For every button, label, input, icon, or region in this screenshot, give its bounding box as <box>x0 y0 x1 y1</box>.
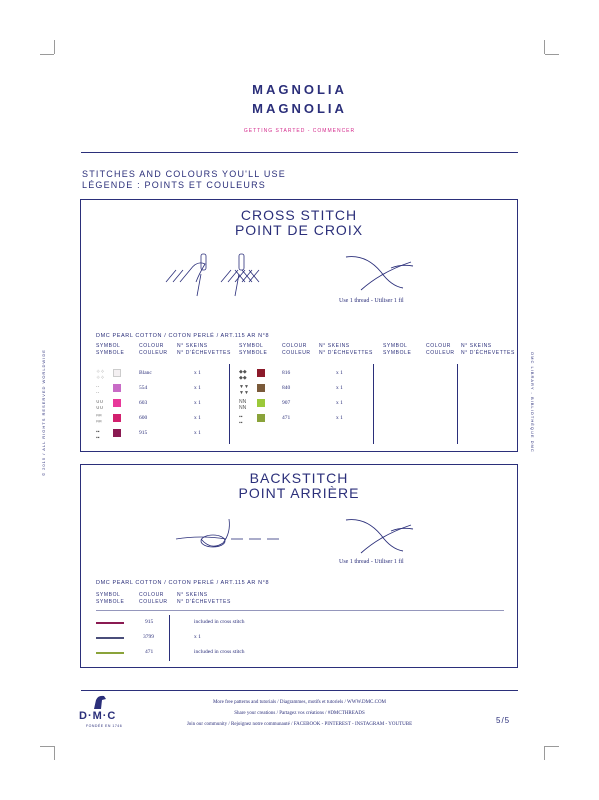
skein-note: included in cross stitch <box>194 619 245 625</box>
page-number: 5/5 <box>496 716 511 725</box>
dmc-logo: D·M·C <box>79 710 117 722</box>
symbol-glyph: ▪▪ ▪▪ <box>239 414 243 426</box>
color-swatch <box>113 369 121 377</box>
header-text: SYMBOL <box>239 343 264 349</box>
colour-code: 600 <box>139 415 148 421</box>
header-divider <box>81 152 518 153</box>
colour-code: 915 <box>139 430 148 436</box>
header-text: COLOUR <box>139 343 164 349</box>
copyright-vertical: © 2015 / ALL RIGHTS RESERVED WORLDWIDE <box>40 349 46 476</box>
thread-line <box>96 652 124 654</box>
crop-mark <box>545 746 559 747</box>
skein-note: included in cross stitch <box>194 649 245 655</box>
crop-mark <box>54 40 55 54</box>
header-text: SYMBOLE <box>96 350 125 356</box>
backstitch-title-fr: POINT ARRIÈRE <box>238 485 360 501</box>
colour-code: 907 <box>282 400 291 406</box>
skein-count: x 1 <box>194 400 201 406</box>
skein-note: x 1 <box>194 634 201 640</box>
cross-stitch-thread-note: Use 1 thread - Utiliser 1 fil <box>339 298 404 304</box>
colour-code: 915 <box>145 619 154 625</box>
color-swatch <box>257 384 265 392</box>
crop-mark <box>40 746 54 747</box>
colour-code: 816 <box>282 370 291 376</box>
header-text: SYMBOLE <box>239 350 268 356</box>
header-text: SYMBOLE <box>96 599 125 605</box>
needle-thread-icon <box>341 252 421 297</box>
header-text: SYMBOLE <box>383 350 412 356</box>
col-header-colour <box>139 592 168 606</box>
header-text: COULEUR <box>282 350 311 356</box>
skein-count: x 1 <box>194 370 201 376</box>
symbol-glyph: ▼▼ ▼▼ <box>239 384 249 396</box>
crop-mark <box>54 746 55 760</box>
color-swatch <box>113 414 121 422</box>
header-text: N° D'ÉCHEVETTES <box>319 350 373 356</box>
column-divider <box>373 364 374 444</box>
header-text: COLOUR <box>282 343 307 349</box>
crop-mark <box>40 54 54 55</box>
needle-thread-icon <box>341 515 421 560</box>
color-swatch <box>113 429 121 437</box>
thread-line <box>96 637 124 639</box>
backstitch-diagram-icon <box>171 509 291 554</box>
header-text: N° SKEINS <box>319 343 350 349</box>
legend-heading-en: STITCHES AND COLOURS YOU'LL USE <box>82 169 286 179</box>
symbol-glyph: ▪▪ ▪▪ <box>96 429 100 441</box>
logo-tagline: FONDÉE EN 1746 <box>86 724 123 728</box>
col-header-colour <box>139 343 168 357</box>
thread-line <box>96 622 124 624</box>
header-text: N° D'ÉCHEVETTES <box>461 350 515 356</box>
header-text: COULEUR <box>139 599 168 605</box>
header-text: SYMBOL <box>96 592 121 598</box>
crop-mark <box>544 746 545 760</box>
skein-count: x 1 <box>336 400 343 406</box>
footer-divider <box>81 690 518 691</box>
skein-count: x 1 <box>336 370 343 376</box>
symbol-glyph: ∪∪ ∪∪ <box>96 399 104 411</box>
library-vertical: DMC LIBRARY - BIBLIOTHÈQUE DMC <box>529 352 535 453</box>
symbol-glyph: ◆◆ ◆◆ <box>239 369 247 381</box>
col-header-skeins <box>177 592 231 606</box>
colour-code: 471 <box>282 415 291 421</box>
col-header-symbol <box>383 343 411 357</box>
cross-stitch-diagram-icon <box>161 244 291 304</box>
symbol-glyph: ꟸꟸ ꟸꟸ <box>96 414 102 426</box>
col-header-symbol <box>96 592 124 606</box>
color-swatch <box>257 399 265 407</box>
col-header-colour <box>282 343 311 357</box>
symbol-glyph: ⁘⁘ ⁘⁘ <box>96 369 105 381</box>
legend-heading <box>82 169 286 191</box>
column-divider <box>457 364 458 444</box>
cross-stitch-panel <box>80 199 518 452</box>
header-text: N° SKEINS <box>177 343 208 349</box>
pattern-title-en: MAGNOLIA <box>252 82 347 97</box>
footer-patterns-link[interactable]: More free patterns and tutorials / Diagrammes, motifs et tutoriels / WWW.DMC.COM <box>212 700 387 705</box>
header-text: COULEUR <box>139 350 168 356</box>
skein-count: x 1 <box>336 415 343 421</box>
table-divider <box>96 610 504 611</box>
pattern-title-fr: MAGNOLIA <box>252 101 347 116</box>
color-swatch <box>257 369 265 377</box>
column-divider <box>169 615 170 661</box>
col-header-symbol <box>96 343 124 357</box>
skein-count: x 1 <box>194 430 201 436</box>
symbol-glyph: NN NN <box>239 399 247 411</box>
header-text: SYMBOL <box>96 343 121 349</box>
header-text: SYMBOL <box>383 343 408 349</box>
colour-code: 554 <box>139 385 148 391</box>
symbol-glyph: ·· ·· <box>96 384 100 396</box>
skein-count: x 1 <box>194 385 201 391</box>
cross-stitch-brand-line: DMC PEARL COTTON / COTON PERLÉ / ART.115 AR N°8 <box>96 333 270 339</box>
header-text: COLOUR <box>426 343 451 349</box>
legend-heading-fr: LÉGENDE : POINTS ET COULEURS <box>82 180 266 190</box>
backstitch-brand-line: DMC PEARL COTTON / COTON PERLÉ / ART.115 AR N°8 <box>96 580 270 586</box>
crop-mark <box>545 54 559 55</box>
colour-code: 471 <box>145 649 154 655</box>
color-swatch <box>257 414 265 422</box>
col-header-colour <box>426 343 455 357</box>
col-header-skeins <box>319 343 373 357</box>
col-header-skeins <box>177 343 231 357</box>
header-text: N° SKEINS <box>177 592 208 598</box>
color-swatch <box>113 399 121 407</box>
colour-code: Blanc <box>139 370 152 376</box>
backstitch-thread-note: Use 1 thread - Utiliser 1 fil <box>339 559 404 565</box>
header-text: N° D'ÉCHEVETTES <box>177 350 231 356</box>
colour-code: 840 <box>282 385 291 391</box>
col-header-symbol <box>239 343 267 357</box>
footer-share: Share your creations / Partagez vos créations / #DMCTHREADS <box>234 711 365 716</box>
crop-mark <box>544 40 545 54</box>
skein-count: x 1 <box>194 415 201 421</box>
header-text: N° SKEINS <box>461 343 492 349</box>
backstitch-panel <box>80 464 518 668</box>
header-text: N° D'ÉCHEVETTES <box>177 599 231 605</box>
header-text: COLOUR <box>139 592 164 598</box>
cross-stitch-title-fr: POINT DE CROIX <box>234 222 364 238</box>
footer-community[interactable]: Join our community / Rejoignez notre communauté / FACEBOOK - PINTEREST - INSTAGRAM - YOUTUBE <box>186 722 413 727</box>
col-header-skeins <box>461 343 515 357</box>
colour-code: 603 <box>139 400 148 406</box>
header-text: COULEUR <box>426 350 455 356</box>
backstitch-title-en: BACKSTITCH <box>249 470 349 486</box>
page-subtitle: GETTING STARTED - COMMENCER <box>243 128 356 134</box>
skein-count: x 1 <box>336 385 343 391</box>
cross-stitch-title-en: CROSS STITCH <box>240 207 358 223</box>
color-swatch <box>113 384 121 392</box>
colour-code: 3799 <box>143 634 154 640</box>
column-divider <box>229 364 230 444</box>
